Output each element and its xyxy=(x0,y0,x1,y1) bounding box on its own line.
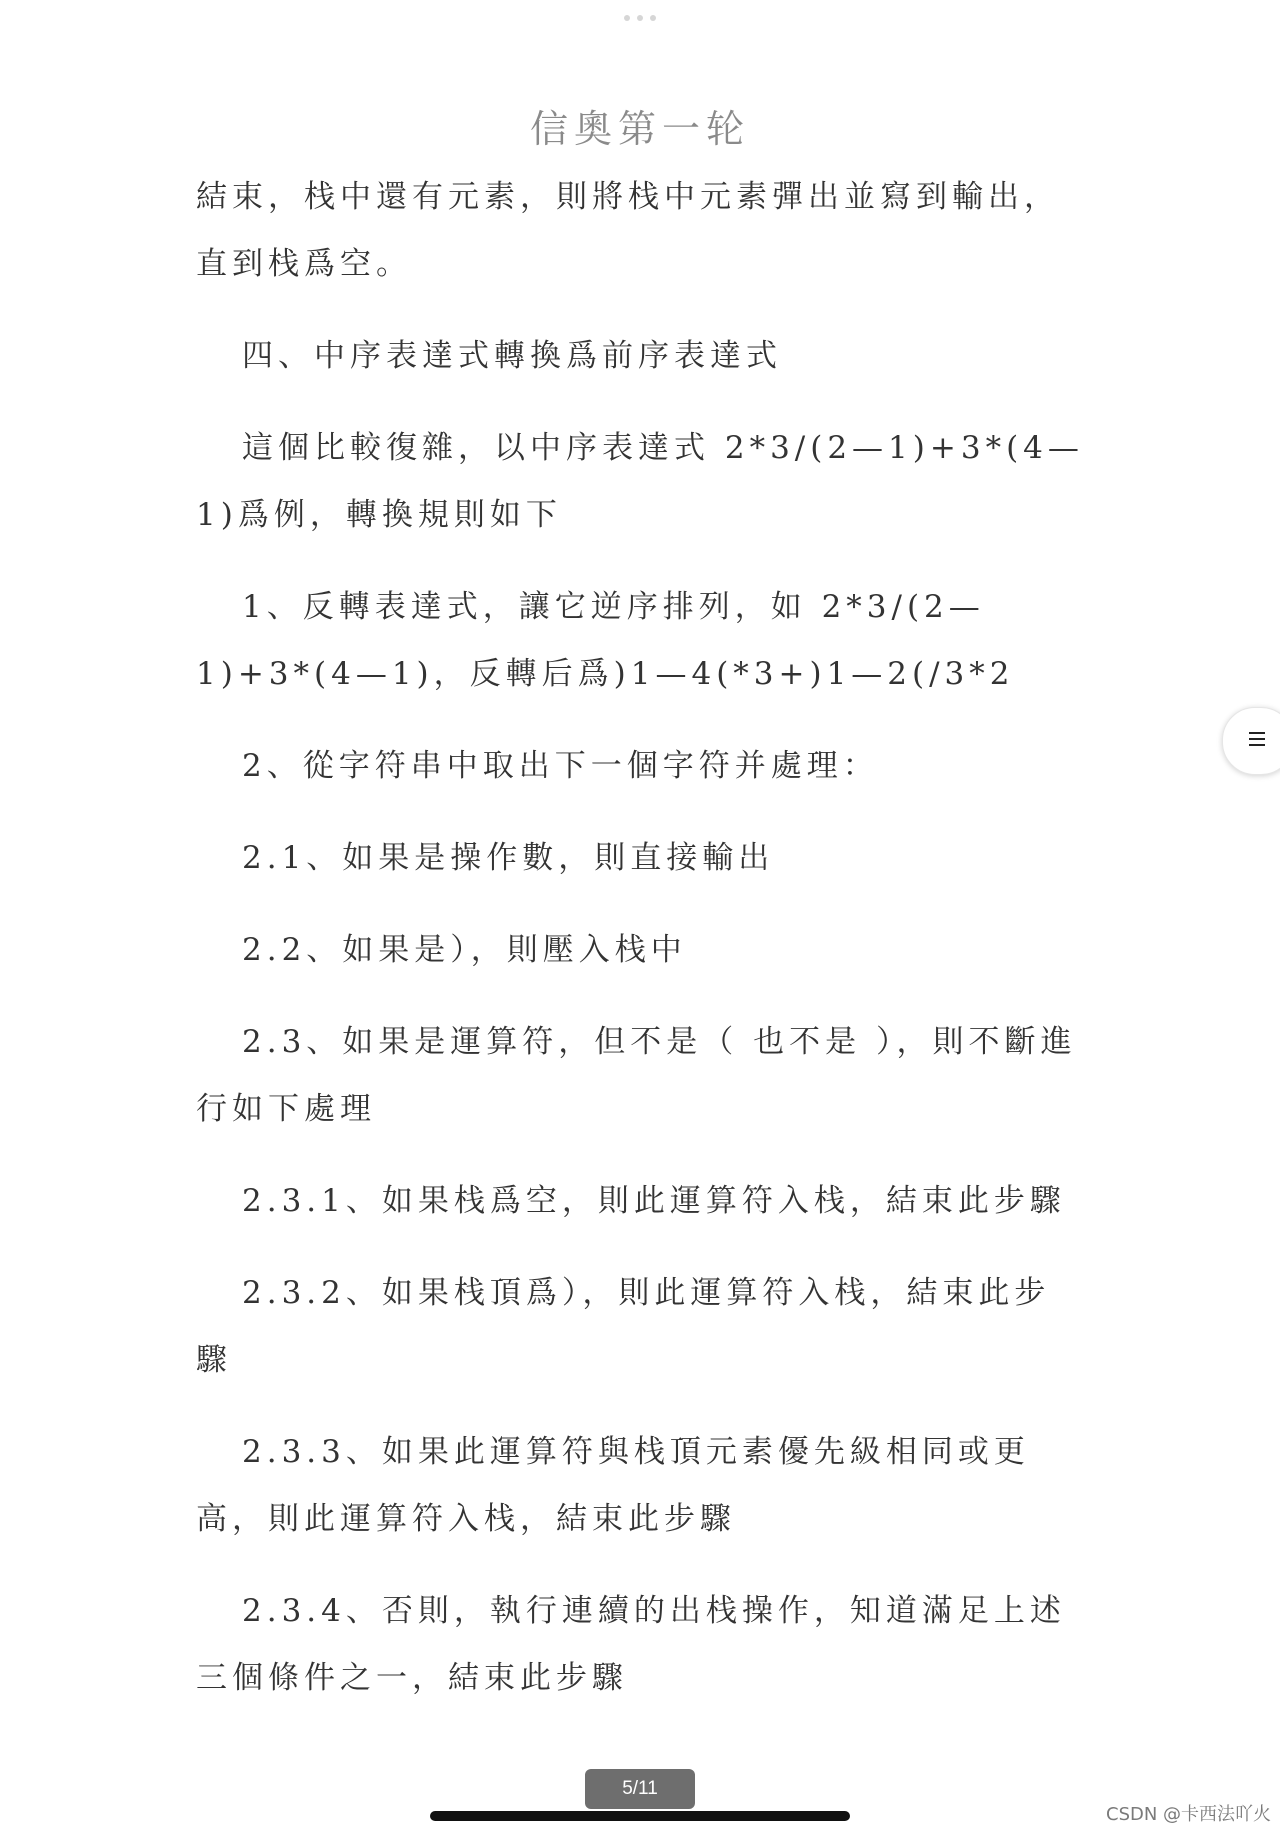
paragraph: 結束，栈中還有元素，則將栈中元素彈出並寫到輸出，直到栈爲空。 xyxy=(196,179,1060,282)
paragraph: 四、中序表達式轉換爲前序表達式 xyxy=(242,338,782,374)
page-indicator: 5/11 xyxy=(585,1769,695,1809)
document-body xyxy=(196,164,1086,1737)
paragraph: 2.3.2、如果栈頂爲），則此運算符入栈，結束此步驟 xyxy=(196,1275,1051,1378)
paragraph: 2.3.1、如果栈爲空，則此運算符入栈，結束此步驟 xyxy=(242,1183,1066,1219)
paragraph: 2.1、如果是操作數，則直接輸出 xyxy=(242,840,775,876)
grabber-dot xyxy=(637,15,643,21)
paragraph: 2.2、如果是），則壓入栈中 xyxy=(242,932,687,968)
paragraph: 2、從字符串中取出下一個字符并處理： xyxy=(242,748,879,784)
paragraph: 2.3.4、否則，執行連續的出栈操作，知道滿足上述三個條件之一，結束此步驟 xyxy=(196,1593,1066,1696)
home-indicator-bar[interactable] xyxy=(430,1811,850,1821)
watermark: CSDN @卡西法吖火 xyxy=(1106,1804,1272,1825)
paragraph: 這個比較復雜，以中序表達式 2*3/(2—1)+3*(4—1)爲例，轉換規則如下 xyxy=(196,430,1084,533)
top-grabber-dots[interactable] xyxy=(624,14,656,22)
paragraph: 1、反轉表達式，讓它逆序排列，如 2*3/(2—1)+3*(4—1)，反轉后爲)1—4(*3+)1—2(/3*2 xyxy=(196,589,1015,692)
grabber-dot xyxy=(624,15,630,21)
document-title: 信奧第一轮 xyxy=(529,107,750,151)
menu-icon xyxy=(1249,732,1265,748)
grabber-dot xyxy=(650,15,656,21)
paragraph: 2.3、如果是運算符，但不是（ 也不是 ），則不斷進行如下處理 xyxy=(196,1024,1077,1127)
side-menu-button[interactable] xyxy=(1222,707,1280,775)
paragraph: 2.3.3、如果此運算符與栈頂元素優先級相同或更高，則此運算符入栈，結束此步驟 xyxy=(196,1434,1030,1537)
